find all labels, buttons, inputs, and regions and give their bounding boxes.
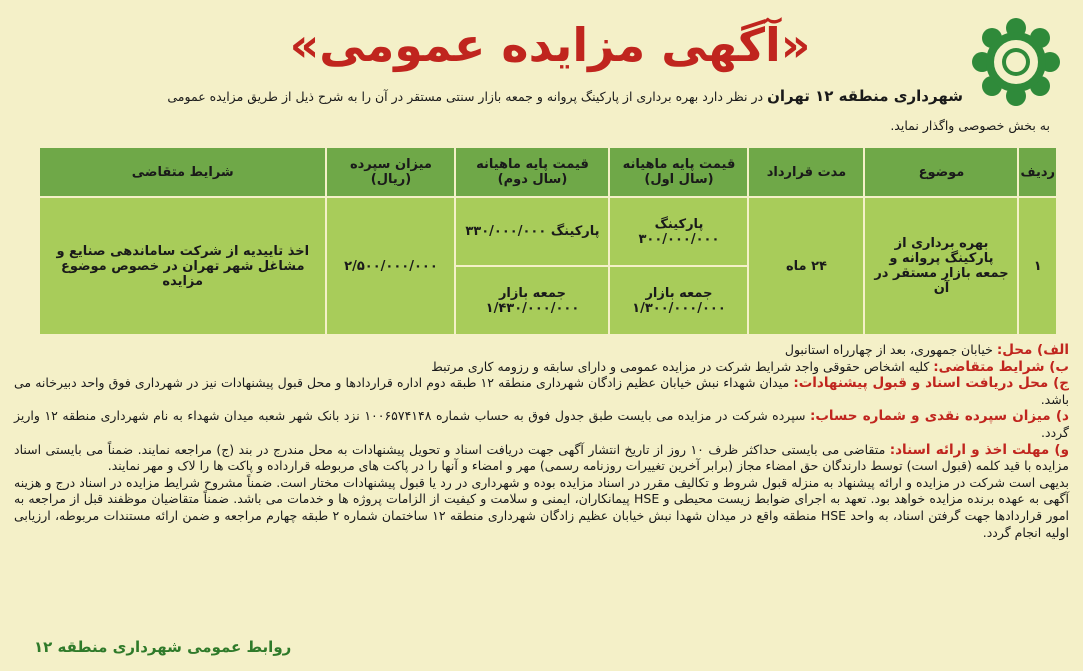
section-a bbox=[14, 342, 1069, 359]
cell-index: ۱ bbox=[1018, 197, 1057, 335]
header-deposit: میزان سپرده (ریال) bbox=[326, 147, 455, 197]
cell-conditions: اخذ تاییدیه از شرکت ساماندهی صنایع و مشاغل شهر تهران در خصوص موضوع مزایده bbox=[39, 197, 326, 335]
section-e-text: متقاضی می بایستی حداکثر ظرف ۱۰ روز از تاریخ انتشار آگهی جهت دریافت اسناد و تحویل پیشنهادات به محل مندرج در بند (ج) مراجعه نمایند. ضمناً می بایستی اسناد مزایده با قید کلمه (قبول است) توسط دارندگان حق امضاء مجاز (برابر آخرین تغییرات روزنامه رسمی) مهر و امضاء و آنها را در پاکت های مربوطه قرارداده و پاکت ها را لاک و مهر نمایند. bbox=[14, 441, 1069, 474]
cell-y2-parking: پارکینگ ۳۳۰/۰۰۰/۰۰۰ bbox=[455, 197, 609, 266]
section-c bbox=[14, 375, 1069, 408]
section-a-text: خیابان جمهوری، بعد از چهارراه استانبول bbox=[784, 342, 997, 357]
public-relations-footer: روابط عمومی شهرداری منطقه ۱۲ bbox=[34, 638, 292, 656]
section-e-label: و) مهلت اخذ و ارائه اسناد: bbox=[889, 441, 1069, 458]
cell-y1-bazaar: جمعه بازار ۱/۳۰۰/۰۰۰/۰۰۰ bbox=[609, 266, 748, 335]
header-conditions: شرایط متقاضی bbox=[39, 147, 326, 197]
intro-text: در نظر دارد بهره برداری از پارکینگ پروانه و جمعه بازار سنتی مستقر در آن را به شرح ذیل از طریق مزایده عمومی bbox=[167, 89, 768, 104]
cell-duration: ۲۴ ماه bbox=[748, 197, 864, 335]
section-b-label: ب) شرایط متقاضی: bbox=[933, 358, 1069, 375]
notice-sections bbox=[14, 342, 1069, 541]
section-b-text: کلیه اشخاص حقوقی واجد شرایط شرکت در مزایده عمومی و دارای سابقه و رزومه کاری مرتبط bbox=[431, 358, 934, 374]
auction-table bbox=[38, 146, 1058, 336]
closing-paragraph: بدیهی است شرکت در مزایده و ارائه پیشنهاد به منزله قبول شروط و تکالیف مقرر در اسناد مزایده بوده و شهرداری در رد یا قبول پیشنهادات مختار است. ضمناً مشروح شرایط مزایده در اسناد درج و هزینه آگهی به عهده برنده مزایده خواهد بود. تعهد به اجرای ضوابط زیست محیطی و HSE پیمانکاران، ایمنی و سلامت و کیفیت از الزامات پروژه ها و خدمات می باشد. ضمناً متقاضیان موظفند قبل از مراجعه به امور قراردادها جهت گرفتن اسناد، به واحد HSE منطقه واقع در میدان شهدا نبش خیابان عظیم زادگان شهرداری منطقه ۱۲ ساختمان شماره ۲ طبقه چهارم مراجعه و ضمن ارائه مستندات مربوطه، ارزیابی اولیه انجام گردد. bbox=[14, 474, 1070, 540]
section-d-text: سپرده شرکت در مزایده می بایست طبق جدول فوق به حساب شماره ۱۰۰۶۵۷۴۱۴۸ نزد بانک شهر شعبه میدان شهداء به نام شهرداری منطقه ۱۲ واریز گردد. bbox=[14, 408, 1069, 440]
intro-text-continued: به بخش خصوصی واگذار نماید. bbox=[890, 118, 1050, 133]
section-e bbox=[14, 442, 1069, 475]
cell-deposit: ۲/۵۰۰/۰۰۰/۰۰۰ bbox=[326, 197, 455, 335]
header-subject: موضوع bbox=[864, 147, 1018, 197]
section-b bbox=[14, 359, 1069, 376]
header-duration: مدت قرارداد bbox=[748, 147, 864, 197]
section-c-text: میدان شهداء نبش خیابان عظیم زادگان شهرداری منطقه ۱۲ طبقه دوم اداره قراردادها و محل قبول پیشنهادات نیز در شهرداری فوق واحد دبیرخانه می باشد. bbox=[14, 375, 1069, 407]
tehran-municipality-logo-icon bbox=[968, 14, 1064, 110]
section-a-label: الف) محل: bbox=[996, 342, 1069, 358]
header-base-price-year2: قیمت پایه ماهیانه (سال دوم) bbox=[455, 147, 609, 197]
cell-y1-parking: پارکینگ ۳۰۰/۰۰۰/۰۰۰ bbox=[609, 197, 748, 266]
intro-paragraph bbox=[33, 88, 963, 105]
table-row bbox=[39, 197, 1057, 266]
section-d-label: د) میزان سپرده نقدی و شماره حساب: bbox=[809, 408, 1069, 425]
header-index: ردیف bbox=[1018, 147, 1057, 197]
notice-title: «آگهی مزایده عمومی» bbox=[289, 18, 811, 72]
cell-y2-bazaar: جمعه بازار ۱/۴۳۰/۰۰۰/۰۰۰ bbox=[455, 266, 609, 335]
section-d bbox=[14, 408, 1069, 441]
header-base-price-year1: قیمت پایه ماهیانه (سال اول) bbox=[609, 147, 748, 197]
cell-subject: بهره برداری از پارکینگ پروانه و جمعه بازار مستقر در آن bbox=[864, 197, 1018, 335]
table-header-row bbox=[39, 147, 1057, 197]
organization-name: شهرداری منطقه ۱۲ تهران bbox=[767, 87, 963, 105]
section-c-label: ج) محل دریافت اسناد و قبول پیشنهادات: bbox=[793, 375, 1070, 392]
